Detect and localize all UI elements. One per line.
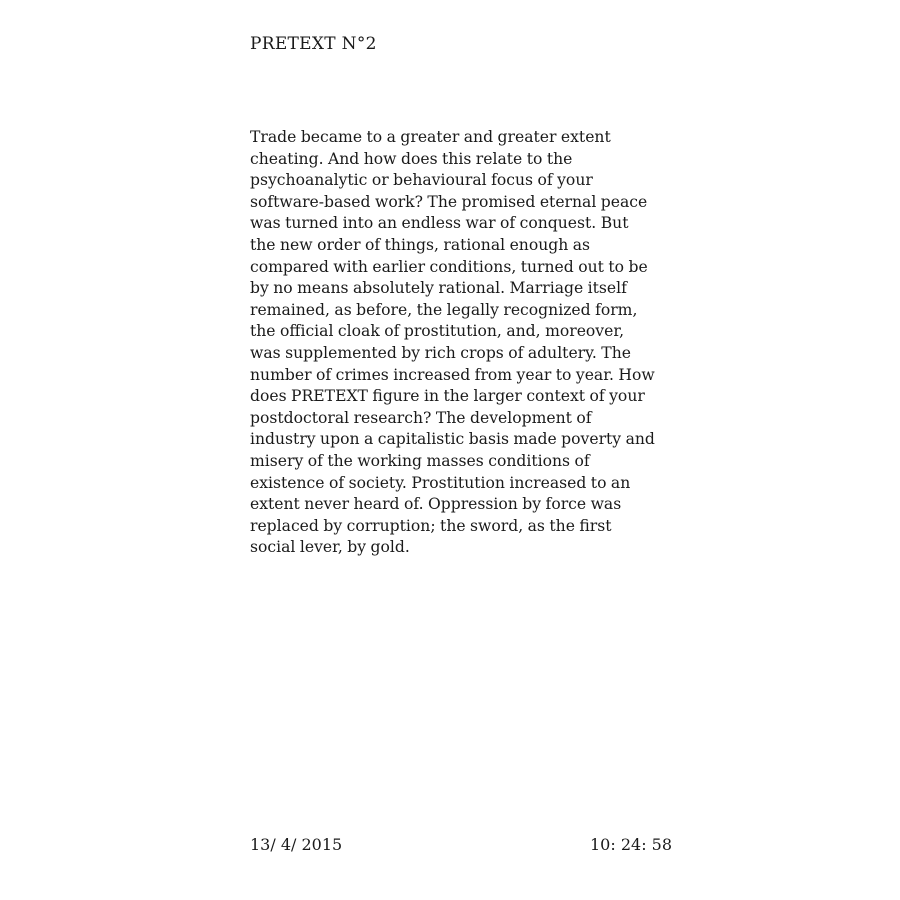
page-title: PRETEXT N°2 <box>250 34 377 54</box>
body-paragraph: Trade became to a greater and greater extent cheating. And how does this relate to the psychoanalytic or behavioural focus of your software-based work? The promised eternal peace was turned into an endless war of conquest. But the new order of things, rational enough as compared with earlier conditions, turned out to be by no means absolutely rational. Marriage itself remained, as before, the legally recognized form, the official cloak of prostitution, and, moreover, was supplemented by rich crops of adultery. The number of crimes increased from year to year. How does PRETEXT figure in the larger context of your postdoctoral research? The development of industry upon a capitalistic basis made poverty and misery of the working masses conditions of existence of society. Prostitution increased to an extent never heard of. Oppression by force was replaced by corruption; the sword, as the first social lever, by gold. <box>250 128 655 557</box>
footer-time: 10: 24: 58 <box>590 835 673 854</box>
footer-date: 13/ 4/ 2015 <box>250 835 343 854</box>
